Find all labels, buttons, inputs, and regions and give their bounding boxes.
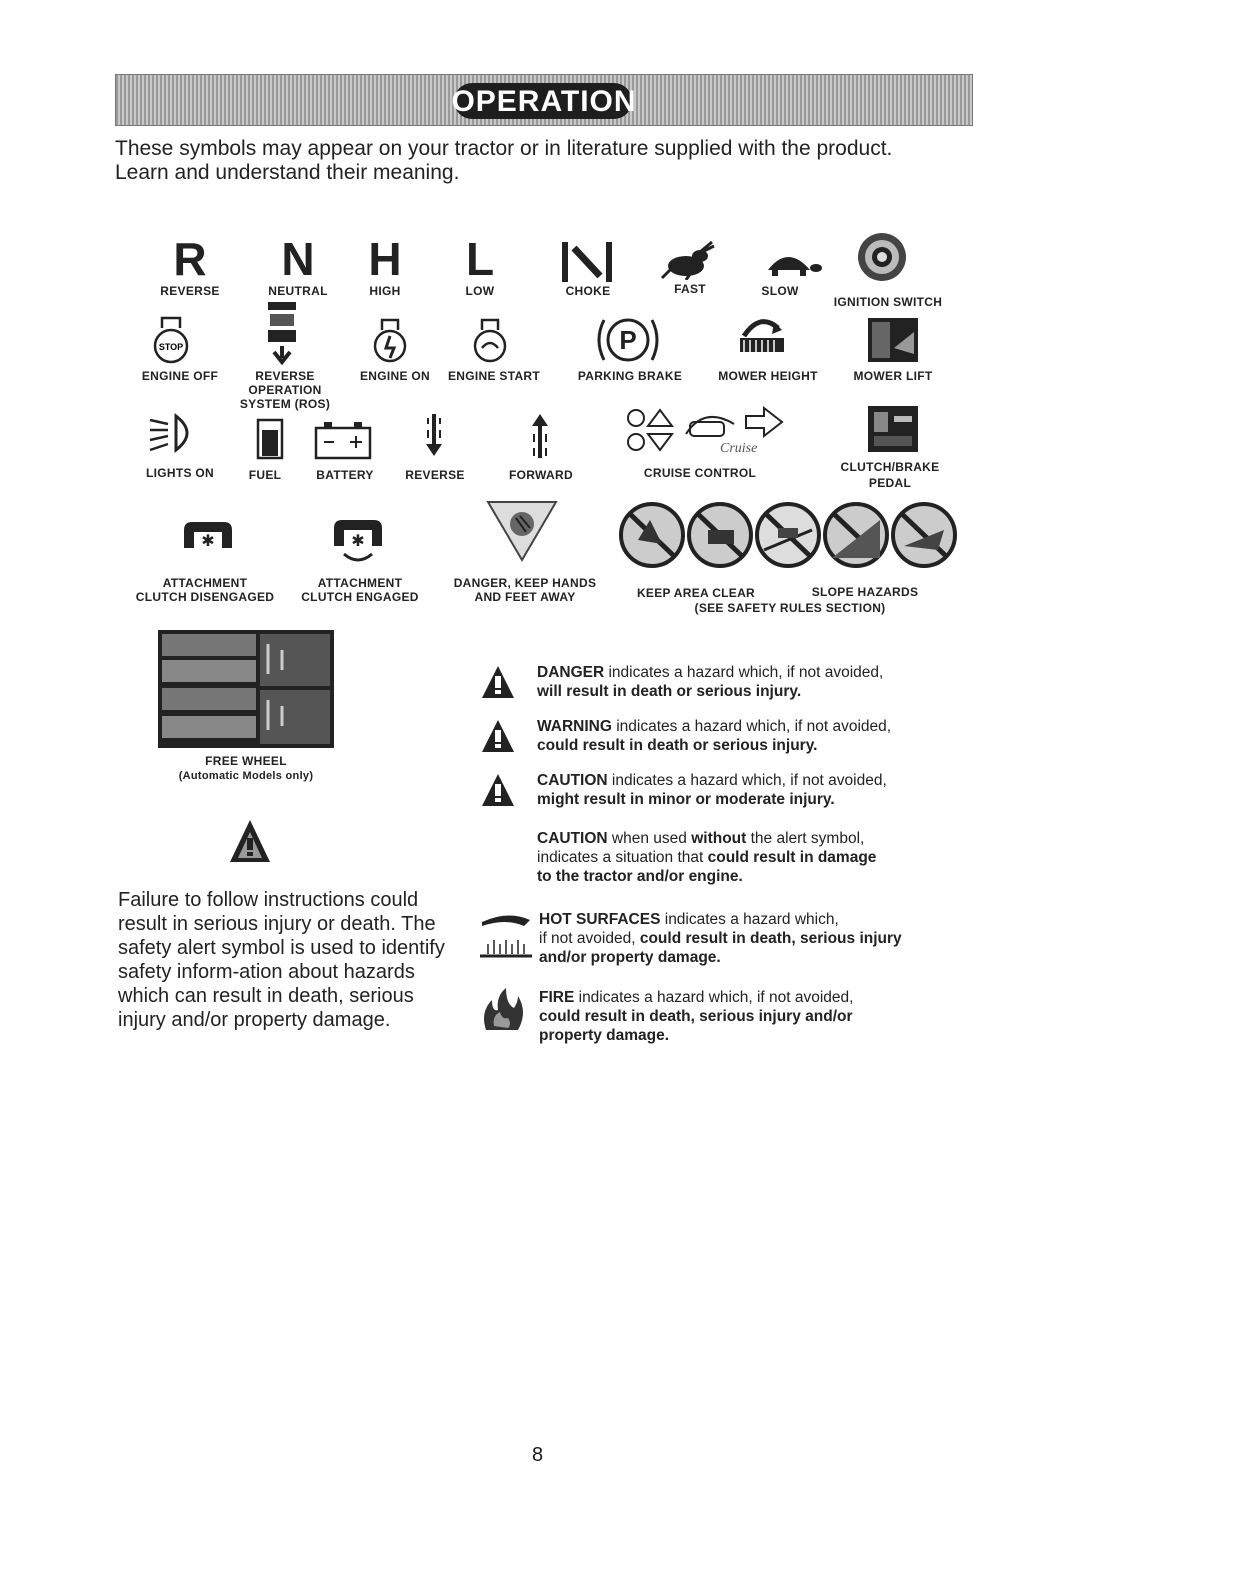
neutral-letter: N [281,233,315,285]
ros-label-1: REVERSE [255,369,315,383]
attachment-engaged-icon [330,518,386,566]
free-wheel-icon [158,630,334,748]
rabbit-fast-icon [660,240,716,280]
fuel-label: FUEL [248,468,282,482]
clutch-brake-label-1: CLUTCH/BRAKE [840,460,940,474]
warning-definition: WARNING indicates a hazard which, if not avoided, could result in death or serious injury. [537,718,892,754]
att-disengaged-label-1: ATTACHMENT [162,576,248,590]
lights-on-label: LIGHTS ON [145,466,215,480]
hot-surfaces-keyword: HOT SURFACES [539,911,661,928]
free-wheel-label: FREE WHEEL [205,754,287,768]
fire-definition: FIRE indicates a hazard which, if not avoided, could result in death, serious injury and/or property damage. [539,989,854,1044]
attachment-disengaged-icon [180,520,236,550]
engine-start-label: ENGINE START [447,369,541,383]
engine-off-icon [148,314,194,364]
reverse-arrow-icon [422,410,446,460]
caution-alert-icon [480,772,516,808]
low-label: LOW [465,284,495,298]
danger-definition: DANGER indicates a hazard which, if not avoided, will result in death or serious injury. [537,664,884,700]
engine-start-icon [468,316,512,364]
hot-surfaces-definition: HOT SURFACES indicates a hazard which, if not avoided, could result in death, serious injury and/or property damage. [539,911,902,966]
mower-height-label: MOWER HEIGHT [718,369,818,383]
keep-area-clear-slope-hazards-icons [618,500,958,570]
forward-arrow-icon [528,412,552,462]
battery-label: BATTERY [316,468,374,482]
lights-on-icon [148,408,200,458]
mower-lift-label: MOWER LIFT [853,369,933,383]
fuel-icon [254,418,286,460]
hand-hazard-icon [486,498,558,562]
intro-line-2: Learn and understand their meaning. [115,161,460,184]
slope-hazard-icon-3 [893,504,955,566]
ignition-switch-icon [856,231,908,283]
intro-text [115,137,995,185]
keep-area-clear-label: KEEP AREA CLEAR [636,586,756,600]
fire-keyword: FIRE [539,989,575,1006]
parking-p: P [619,325,637,355]
forward-arrow-label: FORWARD [509,468,573,482]
reverse-arrow-label: REVERSE [405,468,465,482]
slow-label: SLOW [761,284,799,298]
cruise-control-icon [624,404,792,456]
turtle-slow-icon [760,248,824,278]
reverse-letter: R [173,233,207,285]
intro-line-1: These symbols may appear on your tractor or in literature supplied with the product. [115,137,893,160]
safety-paragraph: Failure to follow instructions could result in serious injury or death. The safety alert symbol is used to identify safety inform-ation about hazards which can result in death, serious injury and/or property damage. [118,889,445,1031]
att-engaged-label-2: CLUTCH ENGAGED [301,590,419,604]
see-safety-rules-label: (SEE SAFETY RULES SECTION) [694,601,886,615]
engine-off-label: ENGINE OFF [141,369,219,383]
danger-alert-icon [480,664,516,700]
high-label: HIGH [369,284,401,298]
att-engaged-label-1: ATTACHMENT [317,576,403,590]
cruise-word: Cruise [720,441,758,456]
slope-hazards-label: SLOPE HAZARDS [811,585,919,599]
mower-lift-icon [868,318,918,362]
low-letter: L [465,233,495,285]
danger-hands-label-2: AND FEET AWAY [474,590,576,604]
page-number: 8 [532,1444,544,1466]
battery-icon [312,420,374,460]
slope-hazard-icon-2 [825,504,887,566]
safety-alert-icon [228,818,272,866]
neutral-label: NEUTRAL [268,284,328,298]
high-letter: H [368,233,402,285]
ros-label-2: OPERATION [248,383,322,397]
reverse-label: REVERSE [160,284,220,298]
engine-on-icon [368,316,412,364]
danger-keyword: DANGER [537,664,605,681]
warning-alert-icon [480,718,516,754]
att-disengaged-label-2: CLUTCH DISENGAGED [135,590,275,604]
mower-height-icon [732,310,792,356]
parking-brake-label: PARKING BRAKE [577,369,683,383]
ros-label-3: SYSTEM (ROS) [239,397,331,411]
page-title: OPERATION [451,85,637,118]
clutch-brake-label-2: PEDAL [868,476,912,490]
svg-text:✱: ✱ [351,531,365,550]
engine-on-label: ENGINE ON [359,369,431,383]
warning-keyword: WARNING [537,718,612,735]
ros-icon [262,300,302,368]
caution-definition: CAUTION indicates a hazard which, if not avoided, might result in minor or moderate injury. [537,772,887,808]
header-banner [115,74,973,126]
svg-text:✱: ✱ [201,531,215,550]
hot-surface-icon [478,910,534,960]
keep-area-clear-icon-2 [689,504,751,566]
fast-label: FAST [674,282,706,296]
cruise-control-label: CRUISE CONTROL [643,466,757,480]
fire-icon [478,986,526,1032]
parking-brake-icon [592,312,664,368]
ignition-switch-label: IGNITION SWITCH [833,295,943,309]
stop-text: STOP [158,342,184,352]
slope-hazard-icon-1 [757,504,819,566]
caution-keyword: CAUTION [537,772,608,789]
danger-hands-label-1: DANGER, KEEP HANDS [453,576,597,590]
choke-label: CHOKE [565,284,611,298]
caution-no-symbol-definition: CAUTION when used without the alert symbol, indicates a situation that could result in damage to the tractor and/or engine. [537,830,877,885]
keep-area-clear-icon-1 [621,504,683,566]
clutch-brake-pedal-icon [868,406,918,452]
choke-icon [560,240,616,284]
free-wheel-note: (Automatic Models only) [178,770,314,782]
